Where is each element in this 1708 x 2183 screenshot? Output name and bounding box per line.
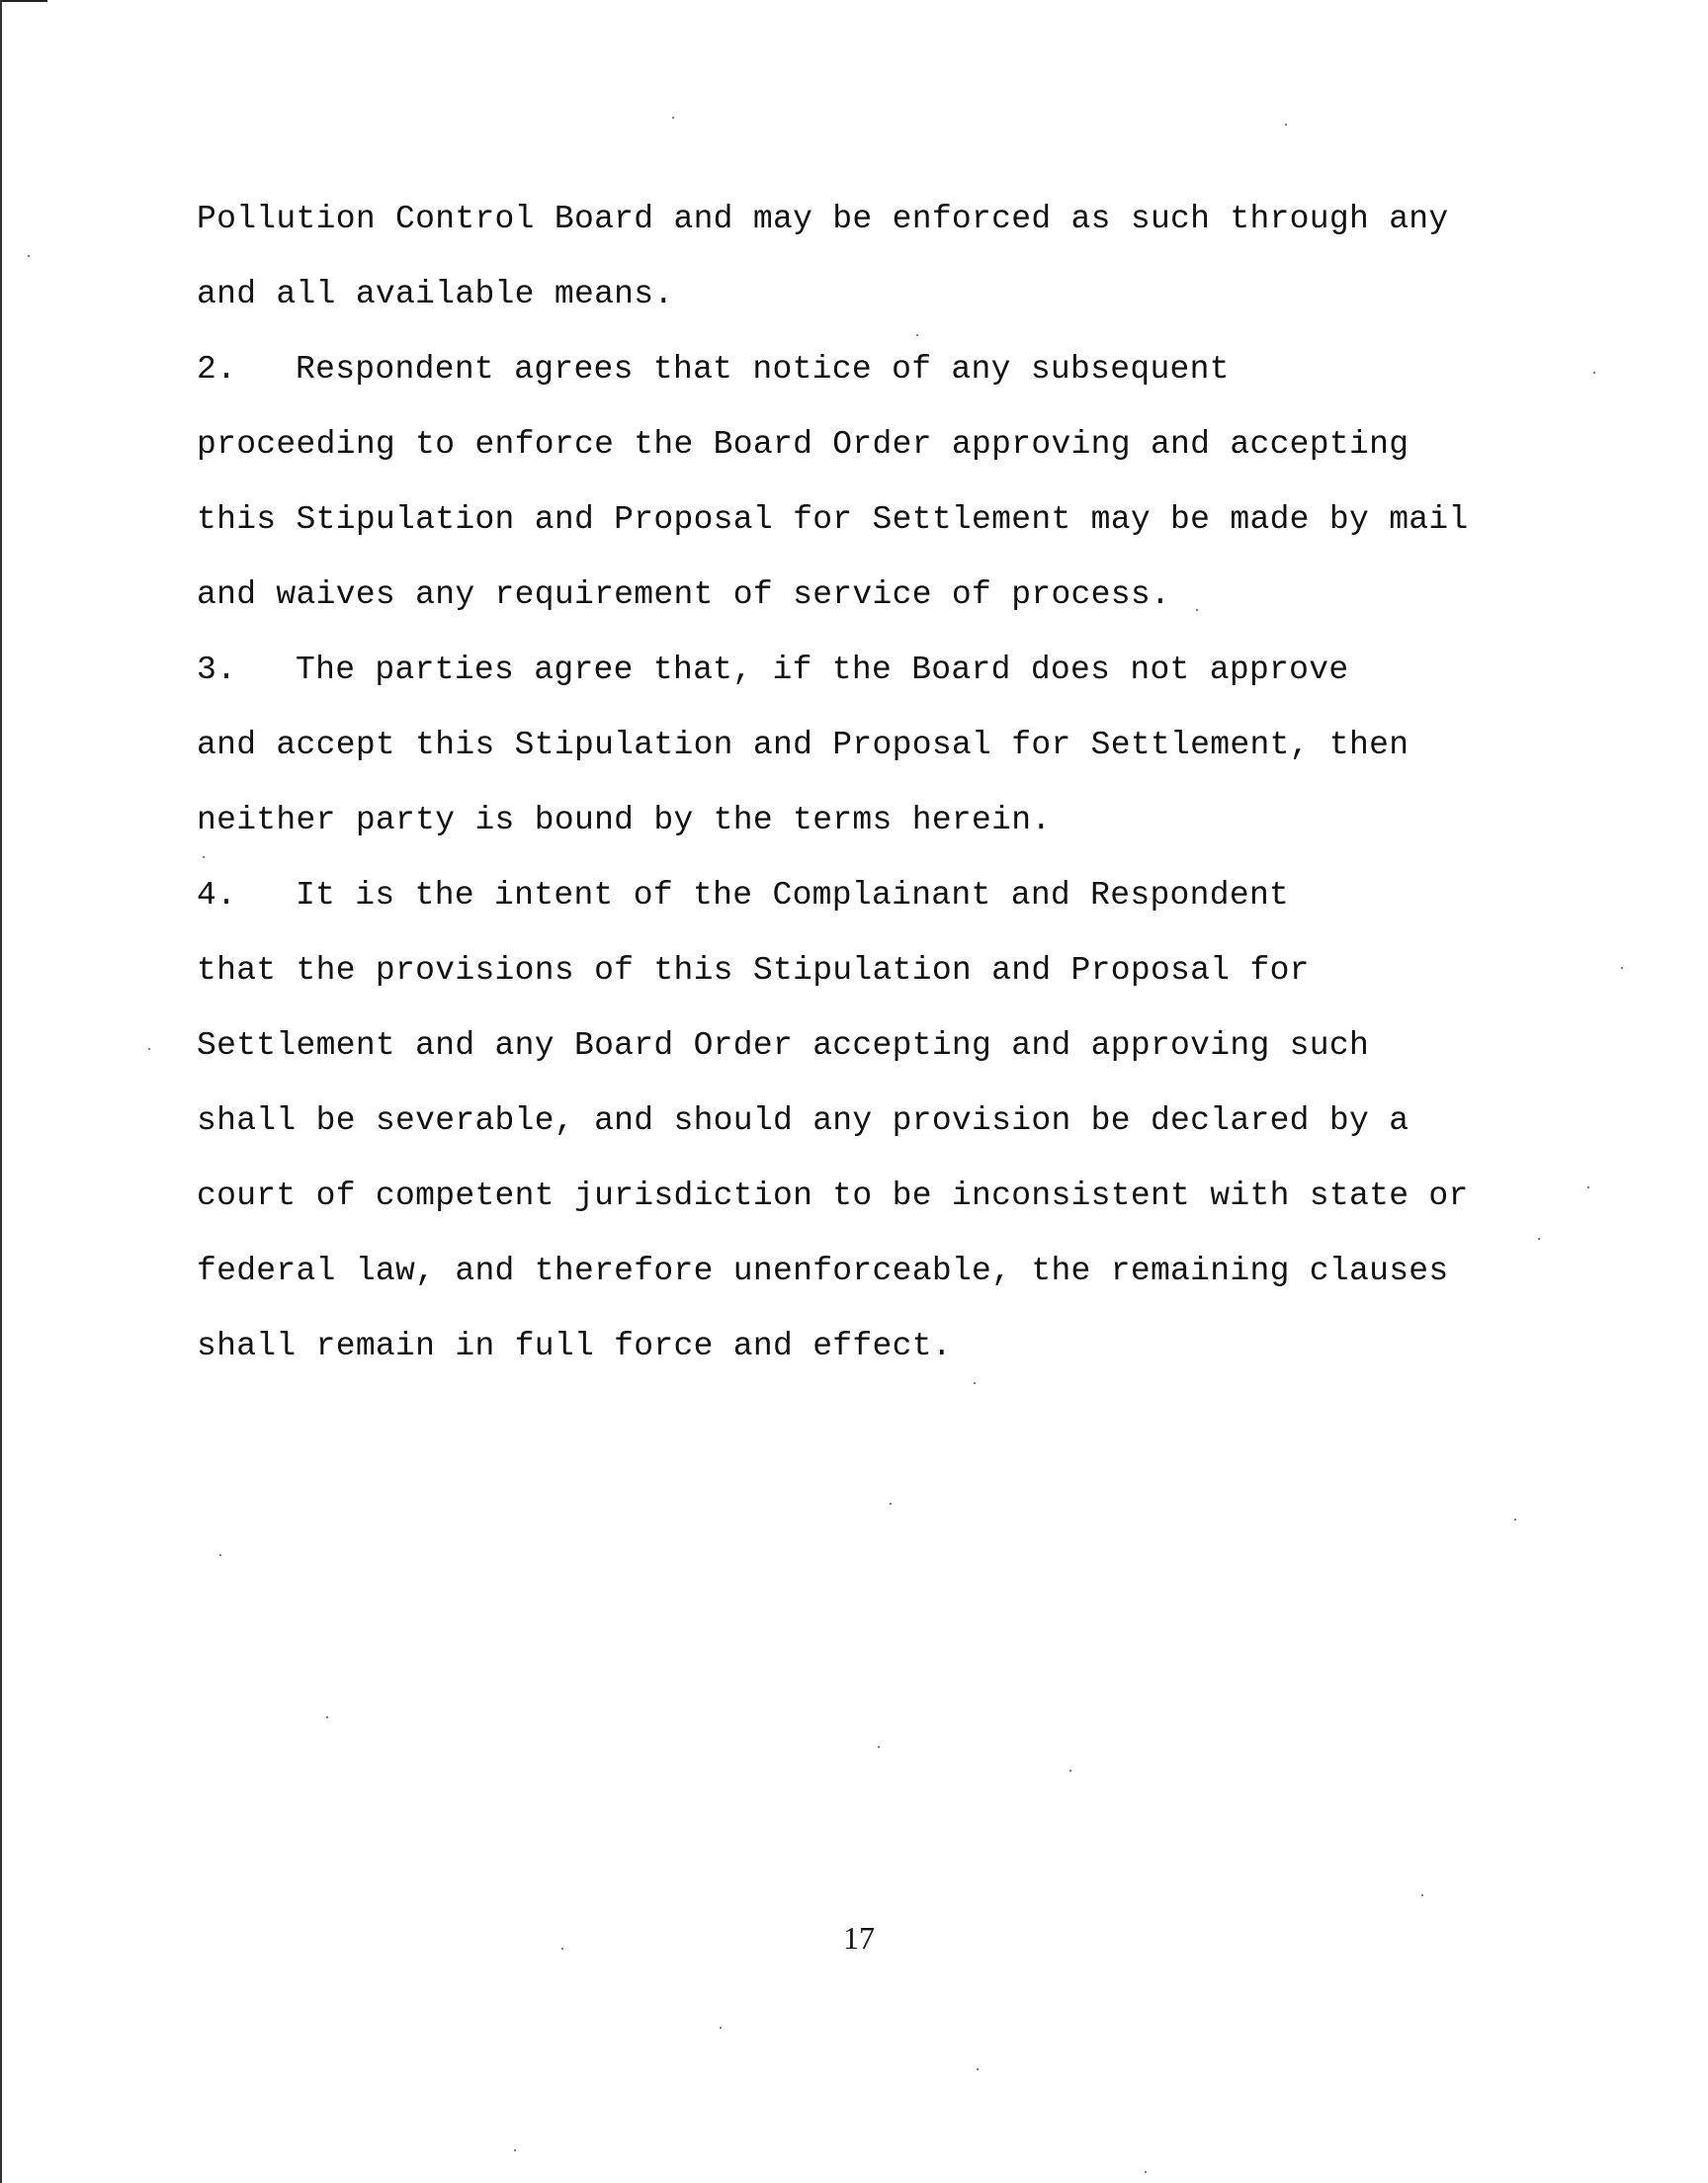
text-line: neither party is bound by the terms herein. <box>197 802 1052 838</box>
text-line: federal law, and therefore unenforceable, the remaining clauses <box>197 1253 1449 1289</box>
text-line: and waives any requirement of service of process. <box>197 576 1171 613</box>
scan-speck <box>1145 2171 1147 2173</box>
text-line: Settlement and any Board Order accepting and approving such <box>197 1027 1370 1064</box>
scan-speck <box>1421 1894 1423 1896</box>
scan-speck <box>219 1554 221 1556</box>
scan-speck <box>514 2149 516 2151</box>
scan-speck <box>974 1382 976 1384</box>
paragraph-number: 2. <box>197 351 237 388</box>
text-line: and accept this Stipulation and Proposal for Settlement, then <box>197 727 1409 763</box>
scan-speck <box>203 856 205 858</box>
scan-speck <box>1514 1519 1516 1521</box>
scan-speck <box>1285 124 1287 126</box>
scan-speck <box>148 1048 150 1050</box>
scan-edge-left <box>0 0 2 2183</box>
text-line: Respondent agrees that notice of any subsequent <box>296 351 1230 388</box>
text-line: proceeding to enforce the Board Order approving and accepting <box>197 426 1409 463</box>
text-line: this Stipulation and Proposal for Settlement may be made by mail <box>197 501 1469 538</box>
paragraph-2-first-line <box>197 350 1230 390</box>
paragraph-4-first-line <box>197 876 1289 916</box>
scan-speck <box>1196 609 1198 611</box>
scan-speck <box>890 1503 892 1505</box>
paragraph-number: 3. <box>197 652 237 688</box>
scan-speck <box>28 255 30 257</box>
page-number: 17 <box>843 1920 875 1956</box>
text-line: Pollution Control Board and may be enforced as such through any <box>197 201 1449 237</box>
scan-speck <box>977 2068 979 2070</box>
text-line: The parties agree that, if the Board does not approve <box>296 652 1349 688</box>
text-line: shall remain in full force and effect. <box>197 1328 952 1364</box>
scan-speck <box>878 1746 880 1748</box>
text-line: shall be severable, and should any provision be declared by a <box>197 1102 1409 1139</box>
scan-speck <box>672 117 674 119</box>
scan-speck <box>1593 372 1595 374</box>
scan-speck <box>1069 1770 1071 1772</box>
text-line: and all available means. <box>197 276 674 312</box>
scan-speck <box>916 334 918 336</box>
scan-speck <box>1621 967 1623 969</box>
scan-speck <box>1538 1238 1540 1240</box>
scan-speck <box>326 1716 328 1718</box>
scan-speck <box>561 1948 563 1950</box>
text-line: It is the intent of the Complainant and Respondent <box>296 877 1290 914</box>
text-line: court of competent jurisdiction to be inconsistent with state or <box>197 1178 1469 1214</box>
paragraph-3-first-line <box>197 651 1348 690</box>
text-line: that the provisions of this Stipulation and Proposal for <box>197 952 1310 989</box>
scan-speck <box>720 2027 722 2029</box>
paragraph-number: 4. <box>197 877 237 914</box>
scan-edge-top <box>0 0 47 2</box>
scan-speck <box>1587 1186 1589 1188</box>
